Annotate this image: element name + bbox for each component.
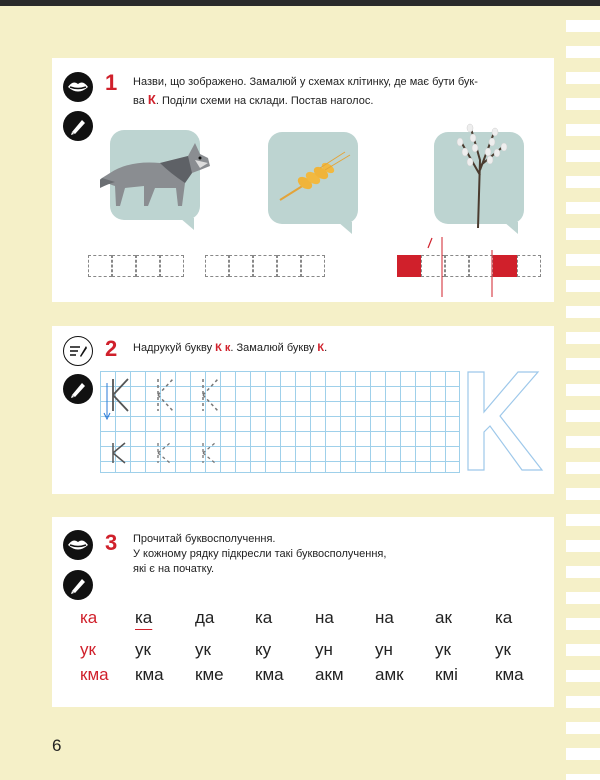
scheme-cell-filled[interactable] (397, 255, 421, 277)
syllable[interactable]: ак (435, 608, 452, 627)
scheme-cell[interactable] (205, 255, 229, 277)
syllable[interactable]: ук (195, 640, 211, 659)
pencil-icon (63, 111, 93, 141)
syllable[interactable]: ун (375, 640, 393, 659)
willow-branch-picture (440, 120, 520, 230)
pencil-icon (63, 570, 93, 600)
sample-syllable: кма (80, 665, 109, 684)
wheat-ear-picture (275, 150, 355, 205)
mouth-icon (63, 530, 93, 560)
scheme-cell[interactable] (88, 255, 112, 277)
syllable-divider-marks (420, 232, 500, 300)
scheme-cell[interactable] (229, 255, 253, 277)
syllable[interactable]: да (195, 608, 215, 627)
scheme-cell[interactable] (277, 255, 301, 277)
letter-k-outline[interactable] (462, 370, 544, 474)
syllable[interactable]: кма (255, 665, 284, 684)
syllable-row-3 (80, 665, 555, 685)
mouth-icon (63, 72, 93, 102)
syllable[interactable]: амк (375, 665, 404, 684)
sample-syllable: ка (80, 608, 98, 627)
task-3-number: 3 (105, 530, 118, 555)
syllable[interactable]: ук (435, 640, 451, 659)
syllable[interactable]: ка (135, 608, 153, 627)
task-2-instruction: Надрукуй букву К к. Замалюй букву К. (133, 342, 328, 354)
syllable[interactable]: на (375, 608, 394, 627)
task-2-number: 2 (105, 336, 118, 361)
scheme-cell[interactable] (253, 255, 277, 277)
syllable-scheme-1[interactable] (88, 255, 184, 277)
task-3-instruction: Прочитай буквосполучення. У кожному рядку підкресли такі буквосполучення, які є на початку. (133, 533, 387, 575)
page-number: 6 (52, 736, 62, 755)
syllable[interactable]: ун (315, 640, 333, 659)
scheme-cell[interactable] (136, 255, 160, 277)
syllable[interactable]: ку (255, 640, 272, 659)
syllable-row-2 (80, 640, 555, 660)
scheme-cell[interactable] (160, 255, 184, 277)
scheme-cell[interactable] (517, 255, 541, 277)
syllable[interactable]: акм (315, 665, 344, 684)
top-border (0, 0, 600, 6)
syllable-scheme-2[interactable] (205, 255, 325, 277)
syllable[interactable]: кма (135, 665, 164, 684)
pencil-icon (63, 374, 93, 404)
task-1-number: 1 (105, 70, 118, 95)
sample-syllable: ук (80, 640, 96, 659)
task-1-instruction: Назви, що зображено. Замалюй у схемах клітинку, де має бути бук- ва К. Поділи схеми на склади. Постав наголос. (133, 76, 478, 107)
syllable[interactable]: ук (135, 640, 151, 659)
syllable[interactable]: ка (495, 608, 513, 627)
page-stripes-decoration (566, 6, 600, 780)
syllable-row-1 (80, 608, 555, 628)
write-icon (63, 336, 93, 366)
syllable[interactable]: кмі (435, 665, 458, 684)
syllable[interactable]: ук (495, 640, 511, 659)
wolf-picture (100, 138, 215, 218)
syllable[interactable]: ка (255, 608, 273, 627)
syllable[interactable]: на (315, 608, 334, 627)
scheme-cell[interactable] (301, 255, 325, 277)
syllable[interactable]: кме (195, 665, 224, 684)
scheme-cell[interactable] (112, 255, 136, 277)
letter-k-tracing[interactable] (100, 371, 240, 473)
syllable[interactable]: кма (495, 665, 524, 684)
